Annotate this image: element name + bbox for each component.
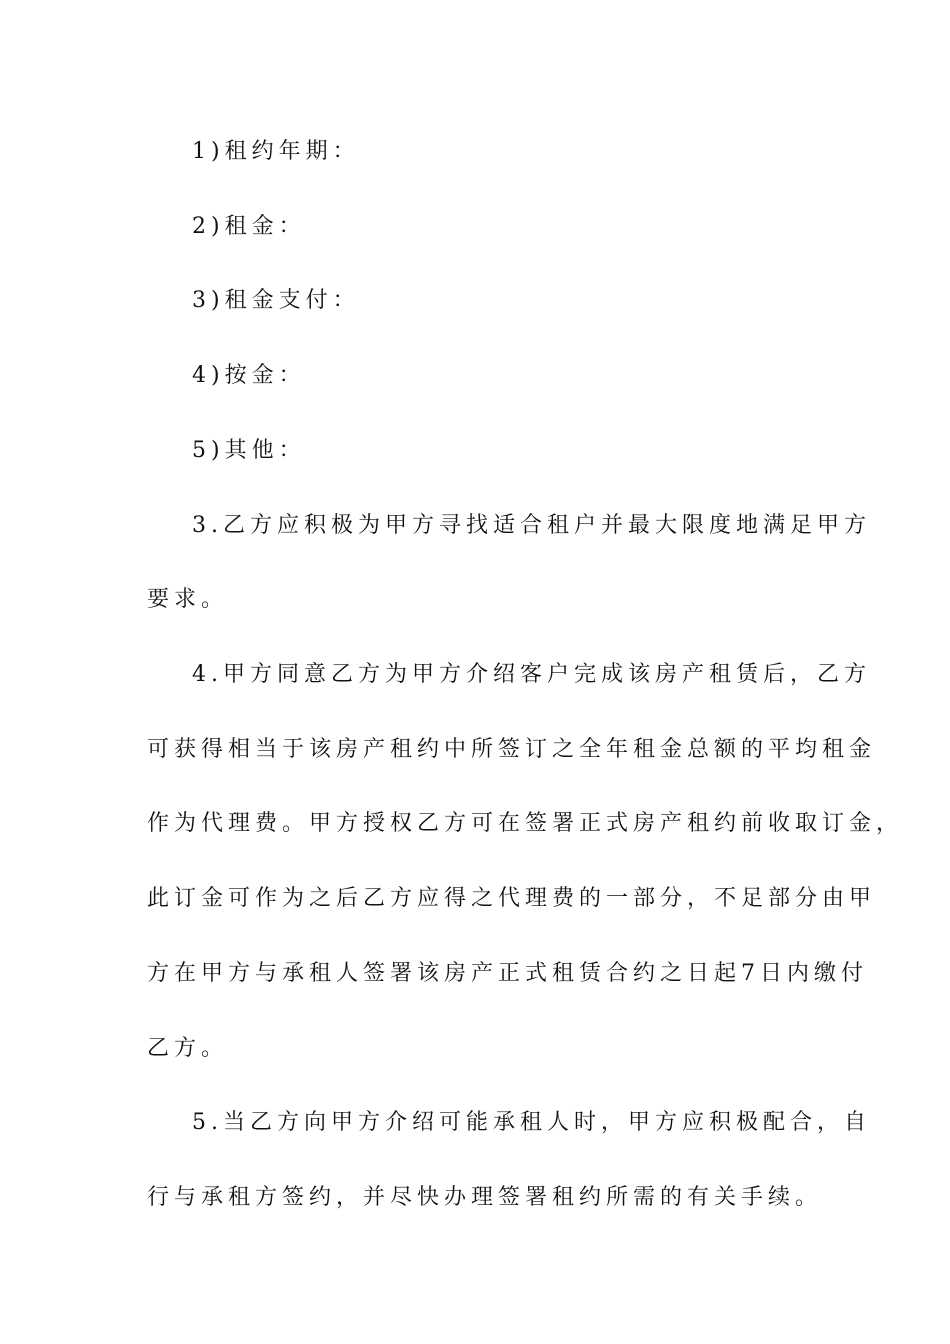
- paragraph-3-line-1: 3.乙方应积极为甲方寻找适合租户并最大限度地满足甲方: [192, 513, 871, 538]
- item-rent: 2)租金：: [192, 214, 306, 239]
- paragraph-4-line-3: 作为代理费。甲方授权乙方可在签署正式房产租约前收取订金，: [147, 811, 904, 836]
- paragraph-4-line-5: 方在甲方与承租人签署该房产正式租赁合约之日起7日内缴付: [147, 961, 868, 986]
- paragraph-4-line-6: 乙方。: [147, 1036, 229, 1061]
- item-other: 5)其他：: [192, 438, 306, 463]
- paragraph-3-line-2: 要求。: [147, 587, 229, 612]
- item-deposit: 4)按金：: [192, 363, 306, 388]
- paragraph-4-line-2: 可获得相当于该房产租约中所签订之全年租金总额的平均租金: [147, 737, 877, 762]
- paragraph-4-line-4: 此订金可作为之后乙方应得之代理费的一部分，不足部分由甲: [147, 886, 877, 911]
- paragraph-5-line-2: 行与承租方签约，并尽快办理签署租约所需的有关手续。: [147, 1185, 823, 1210]
- item-lease-term: 1)租约年期：: [192, 139, 360, 164]
- paragraph-5-line-1: 5.当乙方向甲方介绍可能承租人时，甲方应积极配合，自: [192, 1110, 871, 1135]
- paragraph-4-line-1: 4.甲方同意乙方为甲方介绍客户完成该房产租赁后，乙方: [192, 662, 871, 687]
- item-rent-payment: 3)租金支付：: [192, 288, 360, 313]
